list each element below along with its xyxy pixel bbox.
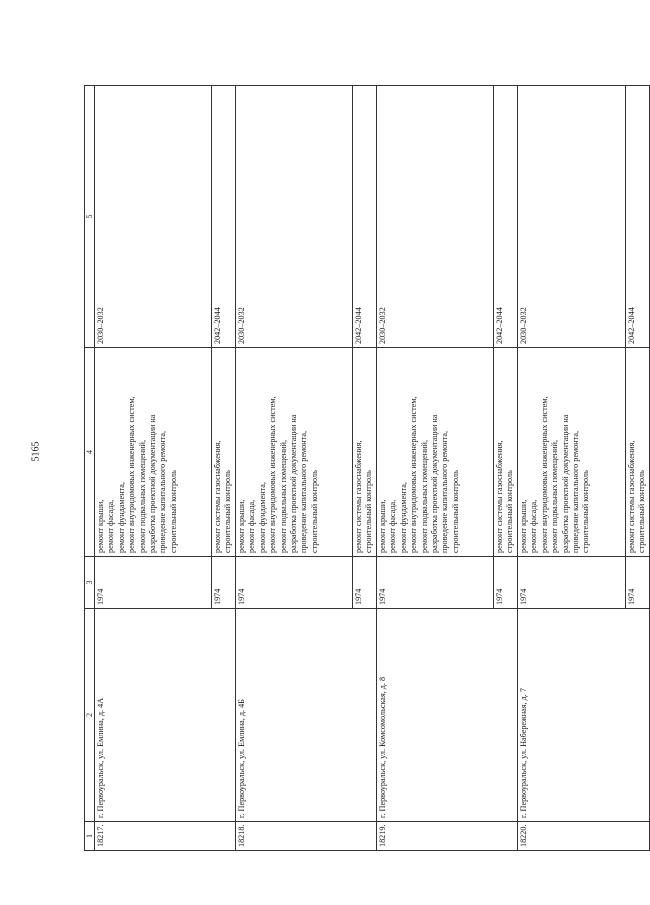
build-year-cell: 1974	[95, 557, 212, 609]
work-item: ремонт фундамента,	[116, 482, 126, 553]
work-item: ремонт крыши,	[519, 499, 528, 553]
table-row	[518, 86, 626, 851]
header-row	[85, 86, 95, 851]
row-number: 18217.	[95, 822, 236, 851]
header-col-3: 3	[85, 557, 95, 609]
period-cell: 2042–2044	[494, 86, 518, 348]
period-cell: 2030–2032	[518, 86, 626, 348]
work-item: разработка проектной документации на	[560, 414, 570, 553]
work-item: разработка проектной документации на	[148, 414, 158, 553]
work-list-cell	[236, 348, 353, 557]
row-number: 18219.	[377, 822, 518, 851]
header-col-2: 2	[85, 609, 95, 822]
table-row	[95, 86, 212, 851]
work-item: ремонт крыши,	[378, 499, 387, 553]
work-item: ремонт подвальных помещений,	[550, 440, 560, 553]
work-item: строительный контроль	[309, 470, 319, 553]
work-item: ремонт крыши,	[96, 499, 105, 553]
work-item: строительный контроль	[505, 470, 515, 553]
rotated-page-content	[84, 86, 647, 851]
work-item: проведение капитального ремонта,	[158, 430, 168, 553]
work-item: строительный контроль	[581, 470, 591, 553]
address-cell: г. Первоуральск, ул. Набережная, д. 7	[518, 609, 650, 822]
work-item: ремонт фасада,	[388, 499, 398, 553]
period-cell: 2042–2044	[212, 86, 236, 348]
build-year-cell: 1974	[212, 557, 236, 609]
work-list-cell	[494, 348, 518, 557]
work-item: ремонт фундамента,	[257, 482, 267, 553]
build-year-cell: 1974	[236, 557, 353, 609]
work-list-cell	[377, 348, 494, 557]
period-cell: 2042–2044	[353, 86, 377, 348]
row-number: 18220.	[518, 822, 650, 851]
work-item: проведение капитального ремонта,	[571, 430, 581, 553]
work-item: ремонт подвальных помещений,	[137, 440, 147, 553]
work-item: ремонт системы газоснабжения,	[213, 440, 222, 553]
work-item: строительный контроль	[223, 470, 233, 553]
work-item: ремонт внутридомовых инженерных систем,	[268, 396, 278, 553]
work-item: ремонт фасада,	[247, 499, 257, 553]
work-item: ремонт фундамента,	[398, 482, 408, 553]
work-item: разработка проектной документации на	[289, 414, 299, 553]
build-year-cell: 1974	[494, 557, 518, 609]
period-cell: 2030–2032	[95, 86, 212, 348]
build-year-cell: 1974	[377, 557, 494, 609]
header-col-1: 1	[85, 822, 95, 851]
work-item: ремонт крыши,	[237, 499, 246, 553]
build-year-cell: 1974	[353, 557, 377, 609]
work-item: проведение капитального ремонта,	[299, 430, 309, 553]
work-list-cell	[353, 348, 377, 557]
work-item: строительный контроль	[364, 470, 374, 553]
table-row	[236, 86, 353, 851]
header-col-5: 5	[85, 86, 95, 348]
work-item: ремонт системы газоснабжения,	[495, 440, 504, 553]
period-cell: 2030–2032	[236, 86, 353, 348]
table-header	[85, 86, 95, 851]
page-number: 5165	[30, 441, 42, 462]
work-item: строительный контроль	[168, 470, 178, 553]
work-item: ремонт системы газоснабжения,	[354, 440, 363, 553]
repair-schedule-table	[84, 85, 650, 851]
work-item: ремонт внутридомовых инженерных систем,	[539, 396, 549, 553]
work-item: ремонт системы газоснабжения,	[627, 440, 636, 553]
work-item: ремонт внутридомовых инженерных систем,	[409, 396, 419, 553]
period-cell: 2042–2044	[626, 86, 650, 348]
build-year-cell: 1974	[518, 557, 626, 609]
row-number: 18218.	[236, 822, 377, 851]
address-cell: г. Первоуральск, ул. Комсомольская, д. 8	[377, 609, 518, 822]
work-list-cell	[626, 348, 650, 557]
address-cell: г. Первоуральск, ул. Емлина, д. 4Б	[236, 609, 377, 822]
work-item: ремонт подвальных помещений,	[419, 440, 429, 553]
work-list-cell	[95, 348, 212, 557]
header-col-4: 4	[85, 348, 95, 557]
work-list-cell	[518, 348, 626, 557]
build-year-cell: 1974	[626, 557, 650, 609]
work-item: ремонт фасада,	[106, 499, 116, 553]
work-item: ремонт подвальных помещений,	[278, 440, 288, 553]
address-cell: г. Первоуральск, ул. Емлина, д. 4А	[95, 609, 236, 822]
period-cell: 2030–2032	[377, 86, 494, 348]
table-body	[95, 86, 650, 851]
work-list-cell	[212, 348, 236, 557]
work-item: разработка проектной документации на	[430, 414, 440, 553]
work-item: строительный контроль	[450, 470, 460, 553]
table-row	[377, 86, 494, 851]
work-item: проведение капитального ремонта,	[440, 430, 450, 553]
work-item: строительный контроль	[637, 470, 647, 553]
work-item: ремонт внутридомовых инженерных систем,	[127, 396, 137, 553]
work-item: ремонт фасада,	[529, 499, 539, 553]
